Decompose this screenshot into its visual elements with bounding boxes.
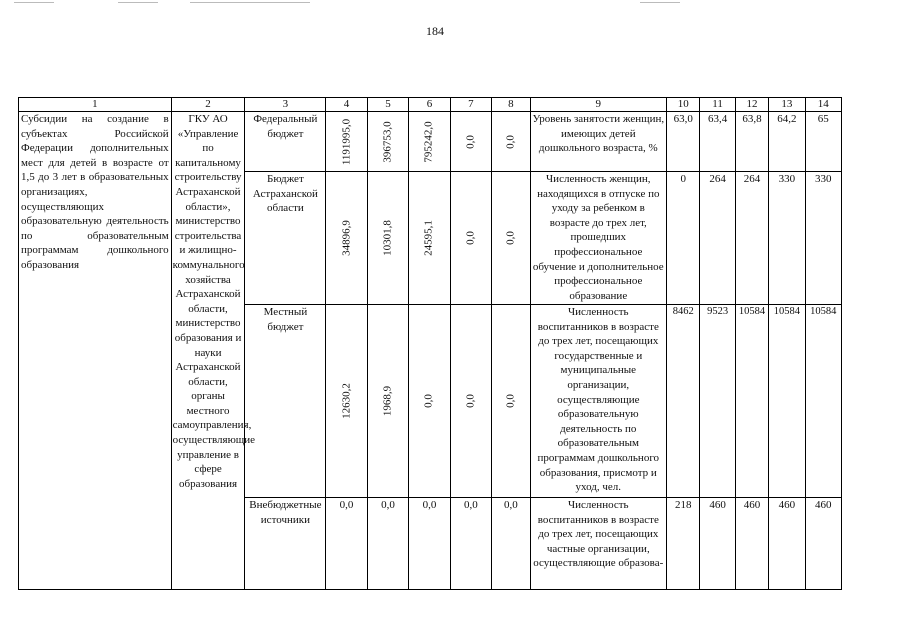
amount-year-4: 0,0 xyxy=(492,112,530,172)
header-cell: 14 xyxy=(805,98,841,112)
indicator-value: 460 xyxy=(700,498,735,590)
indicator-value: 10584 xyxy=(735,305,768,498)
indicator-value: 330 xyxy=(805,172,841,305)
amount-year-2: 0,0 xyxy=(409,305,450,498)
indicator-value: 330 xyxy=(769,172,805,305)
column-number-row xyxy=(19,98,842,112)
header-cell: 9 xyxy=(530,98,666,112)
indicator-value: 63,4 xyxy=(700,112,735,172)
funding-source: Внебюджетные источники xyxy=(245,498,326,590)
header-cell: 12 xyxy=(735,98,768,112)
indicator-value: 460 xyxy=(805,498,841,590)
indicator-value: 460 xyxy=(735,498,768,590)
responsible-executors: ГКУ АО «Управление по капитальному строительству Астраханской области», министерство строительства и жилищно-коммунального хозяйства Астраханской области, министерство образования и науки Астраханской области, органы местного самоуправления, осуществляющие управление в сфере образования xyxy=(171,112,245,590)
indicator: Уровень занятости женщин, имеющих детей дошкольного возраста, % xyxy=(530,112,666,172)
indicator-value: 0 xyxy=(667,172,700,305)
amount-year-3: 0,0 xyxy=(450,112,491,172)
measure-name: Субсидии на создание в субъектах Российской Федерации дополнительных мест для детей в возрасте от 1,5 до 3 лет в образовательных организациях, осуществляющих образовательную деятельность по образовательным программам дошкольного образования xyxy=(19,112,172,590)
indicator-value: 9523 xyxy=(700,305,735,498)
indicator-value: 63,0 xyxy=(667,112,700,172)
indicator-value: 63,8 xyxy=(735,112,768,172)
funding-source: Федеральный бюджет xyxy=(245,112,326,172)
amount-total: 1191995,0 xyxy=(326,112,367,172)
amount-year-4: 0,0 xyxy=(492,305,530,498)
amount-year-1: 396753,0 xyxy=(367,112,408,172)
header-cell: 11 xyxy=(700,98,735,112)
header-cell: 1 xyxy=(19,98,172,112)
header-cell: 2 xyxy=(171,98,245,112)
header-cell: 5 xyxy=(367,98,408,112)
program-table xyxy=(18,97,842,590)
page-number: 184 xyxy=(426,24,444,38)
amount-year-2: 795242,0 xyxy=(409,112,450,172)
funding-source: Местный бюджет xyxy=(245,305,326,498)
header-cell: 6 xyxy=(409,98,450,112)
indicator-value: 218 xyxy=(667,498,700,590)
indicator-value: 460 xyxy=(769,498,805,590)
funding-source: Бюджет Астраханской области xyxy=(245,172,326,305)
amount-year-2: 24595,1 xyxy=(409,172,450,305)
table-row xyxy=(19,112,842,172)
indicator-value: 264 xyxy=(700,172,735,305)
header-cell: 4 xyxy=(326,98,367,112)
indicator: Численность воспитанников в возрасте до трех лет, посещающих частные организации, осуществляющие образова- xyxy=(530,498,666,590)
indicator-value: 65 xyxy=(805,112,841,172)
indicator: Численность женщин, находящихся в отпуске по уходу за ребенком в возрасте до трех лет, прошедших профессиональное обучение и дополнительное профессиональное образование xyxy=(530,172,666,305)
indicator-value: 8462 xyxy=(667,305,700,498)
indicator-value: 64,2 xyxy=(769,112,805,172)
indicator: Численность воспитанников в возрасте до трех лет, посещающих государственные и муниципальные организации, осуществляющие образовательную деятельность по образовательным программам дошкольного образования, присмотр и уход, чел. xyxy=(530,305,666,498)
amount-total: 34896,9 xyxy=(326,172,367,305)
amount-total: 0,0 xyxy=(326,498,367,590)
amount-year-3: 0,0 xyxy=(450,498,491,590)
header-cell: 8 xyxy=(492,98,530,112)
header-cell: 7 xyxy=(450,98,491,112)
amount-year-3: 0,0 xyxy=(450,172,491,305)
amount-year-2: 0,0 xyxy=(409,498,450,590)
amount-year-4: 0,0 xyxy=(492,172,530,305)
header-cell: 10 xyxy=(667,98,700,112)
header-cell: 13 xyxy=(769,98,805,112)
amount-year-4: 0,0 xyxy=(492,498,530,590)
amount-year-1: 1968,9 xyxy=(367,305,408,498)
indicator-value: 264 xyxy=(735,172,768,305)
amount-year-3: 0,0 xyxy=(450,305,491,498)
scan-top-edge xyxy=(0,2,905,3)
header-cell: 3 xyxy=(245,98,326,112)
indicator-value: 10584 xyxy=(805,305,841,498)
amount-year-1: 0,0 xyxy=(367,498,408,590)
indicator-value: 10584 xyxy=(769,305,805,498)
amount-year-1: 10301,8 xyxy=(367,172,408,305)
amount-total: 12630,2 xyxy=(326,305,367,498)
